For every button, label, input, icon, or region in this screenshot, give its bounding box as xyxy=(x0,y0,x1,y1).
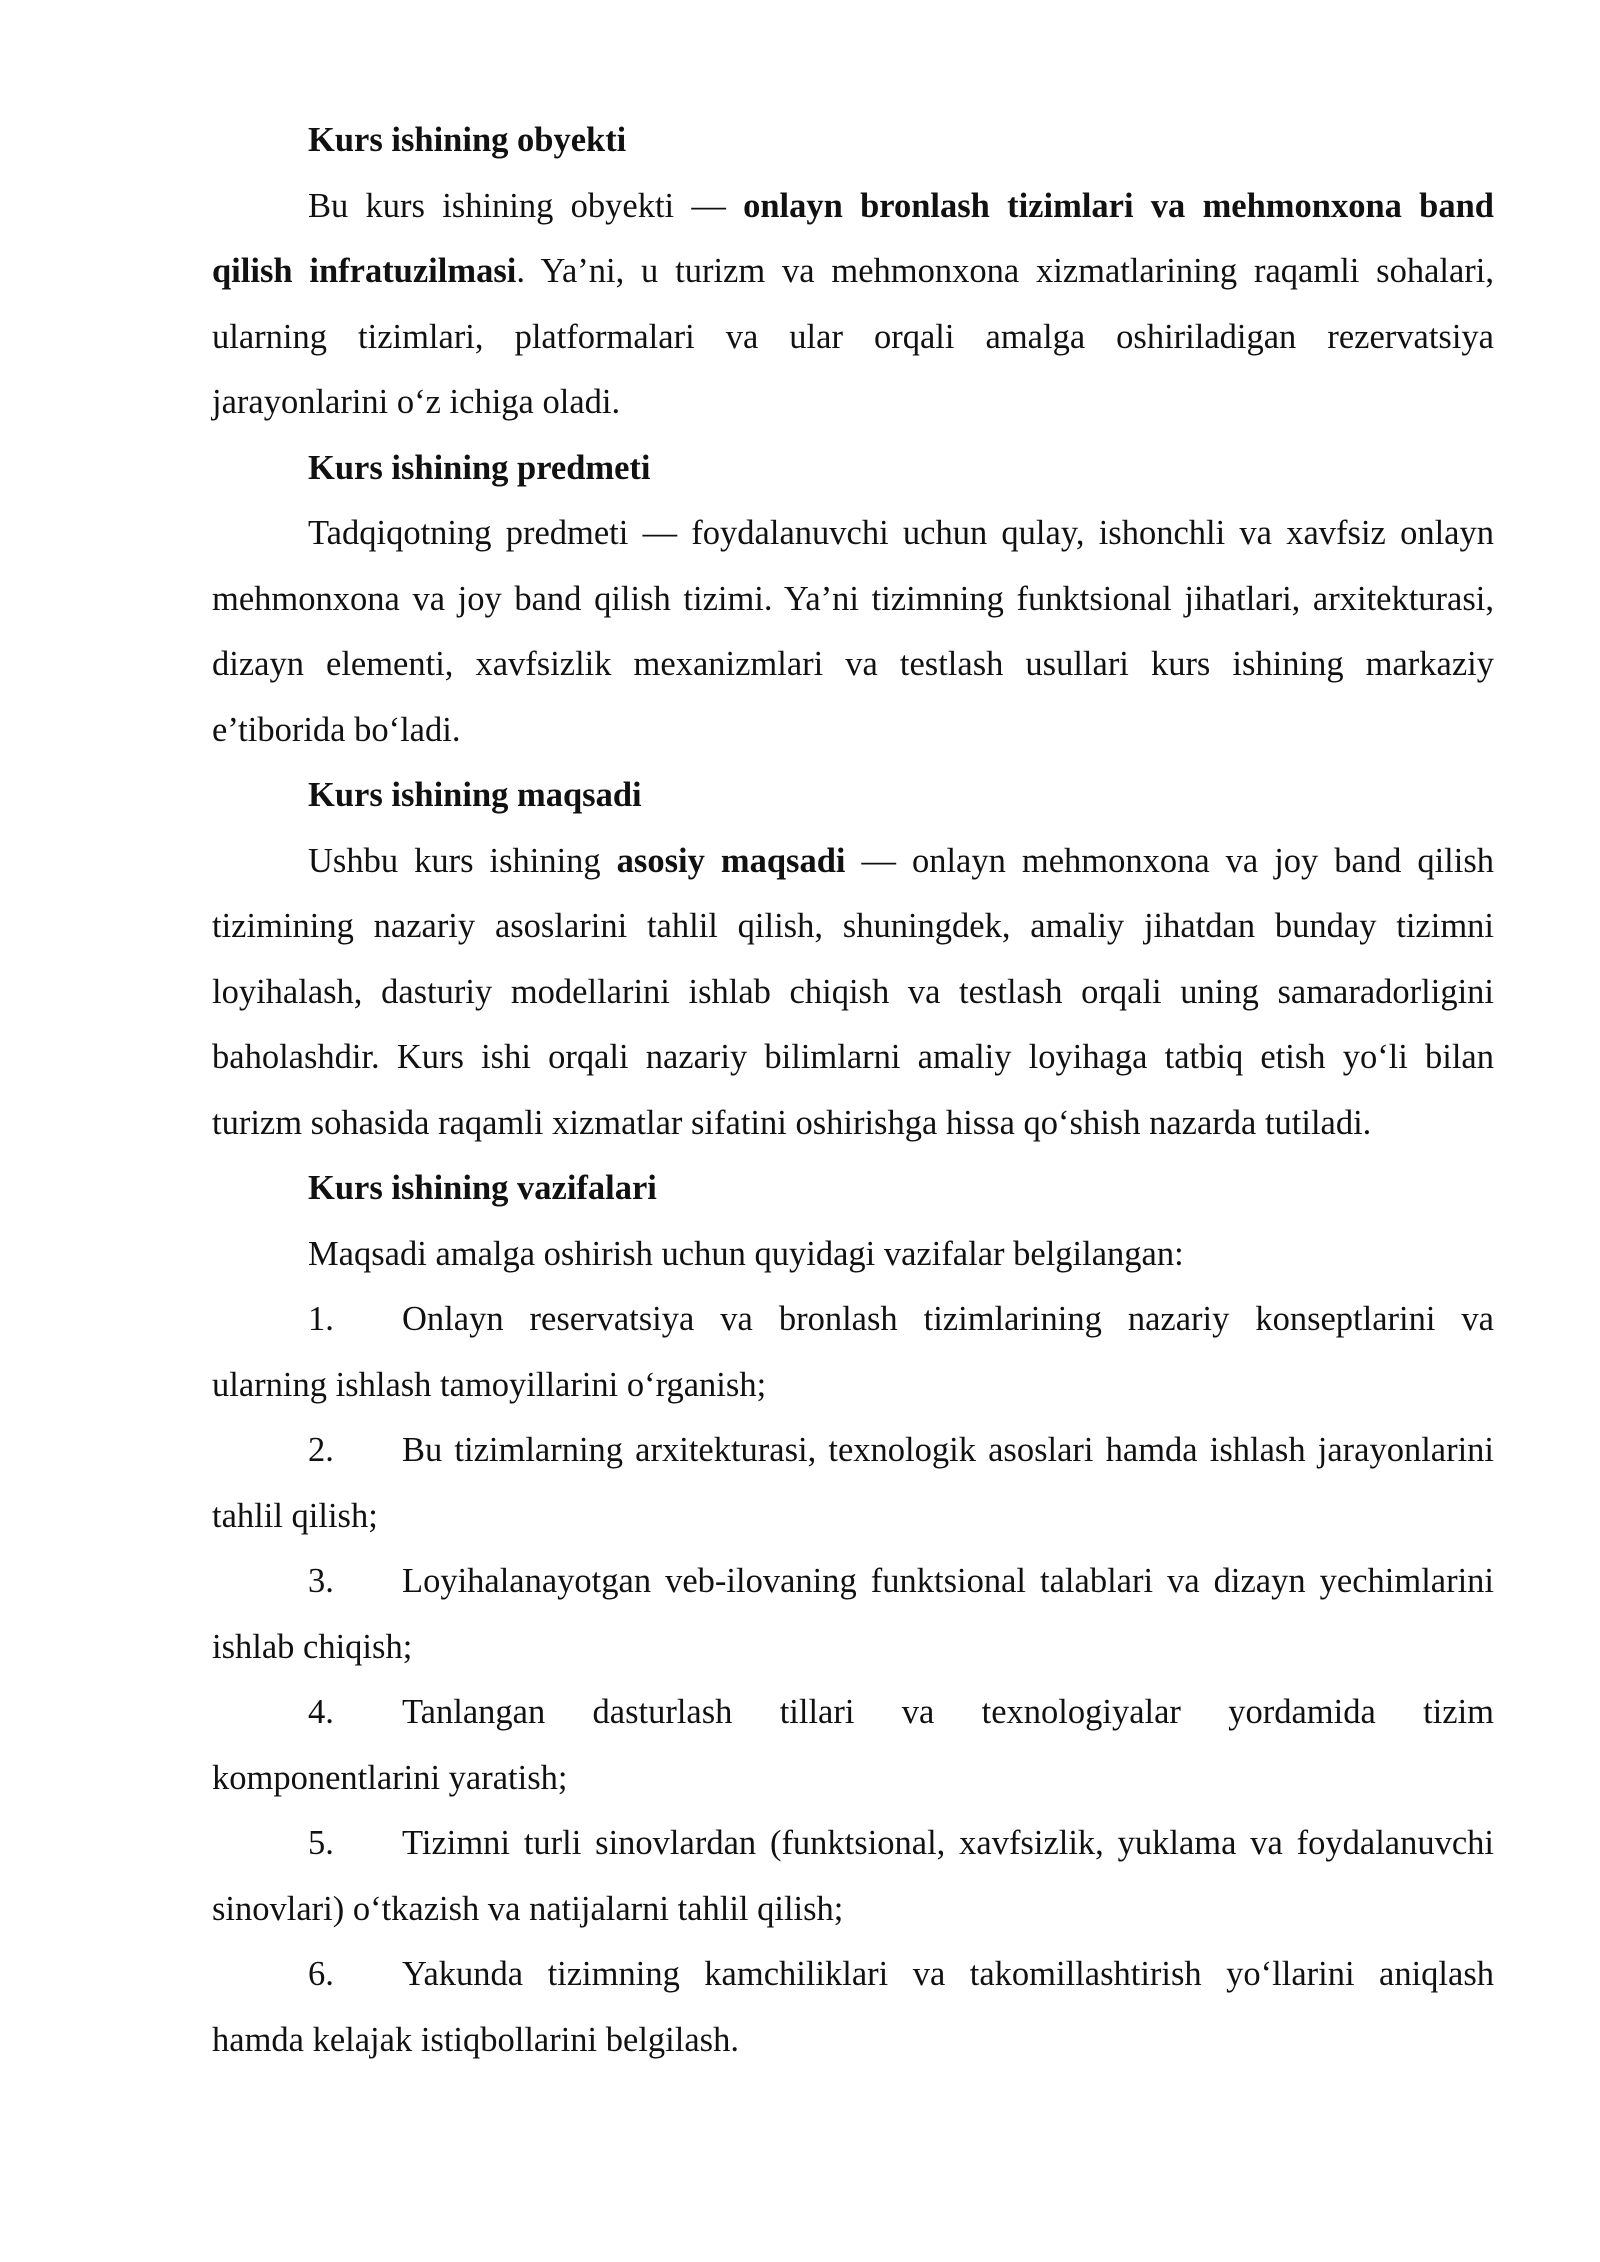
list-item xyxy=(212,1418,1494,1549)
paragraph-object-start: Bu kurs ishining obyekti — xyxy=(308,186,744,225)
heading-object: Kurs ishining obyekti xyxy=(308,121,627,159)
list-item-text: Yakunda tizimning kamchiliklari va takomillashtirish yo‘llarini aniqlash hamda kelajak istiqbollarini belgilash. xyxy=(212,1955,1494,2059)
list-item-number: 3. xyxy=(308,1562,334,1600)
list-item xyxy=(212,1942,1494,2073)
list-item xyxy=(212,1549,1494,1680)
paragraph-goal xyxy=(212,829,1494,1157)
list-item-number: 6. xyxy=(308,1955,334,1993)
paragraph-object-end: . Ya’ni, u turizm va mehmonxona xizmatlarining raqamli sohalari, ularning tizimlari, platformalari va ular orqali amalga oshiriladigan rezervatsiya jarayonlarini o‘z ichiga oladi. xyxy=(212,252,1494,421)
heading-subject: Kurs ishining predmeti xyxy=(308,448,651,487)
list-item-number: 2. xyxy=(308,1431,334,1469)
paragraph-goal-bold: asosiy maqsadi xyxy=(616,841,846,880)
list-item xyxy=(212,1811,1494,1942)
list-item-text: Tanlangan dasturlash tillari va texnologiyalar yordamida tizim komponentlarini yaratish; xyxy=(212,1693,1494,1797)
paragraph-object-bold: onlayn bronlash tizimlari va mehmonxona band qilish infratuzilmasi xyxy=(212,186,1494,290)
list-item-text: Onlayn reservatsiya va bronlash tizimlarining nazariy konseptlarini va ularning ishlash tamoyillarini o‘rganish; xyxy=(212,1300,1494,1404)
document-page xyxy=(212,108,1494,2073)
paragraph-object xyxy=(212,174,1494,436)
heading-tasks: Kurs ishining vazifalari xyxy=(308,1169,657,1207)
paragraph-tasks-intro: Maqsadi amalga oshirish uchun quyidagi vazifalar belgilangan: xyxy=(308,1234,1184,1273)
paragraph-goal-start: Ushbu kurs ishining xyxy=(308,841,617,880)
list-item-number: 4. xyxy=(308,1693,334,1731)
list-item-number: 1. xyxy=(308,1300,334,1338)
list-item-text: Tizimni turli sinovlardan (funktsional, xavfsizlik, yuklama va foydalanuvchi sinovlari) o‘tkazish va natijalarni tahlil qilish; xyxy=(212,1824,1494,1928)
paragraph-subject: Tadqiqotning predmeti — foydalanuvchi uchun qulay, ishonchli va xavfsiz onlayn mehmonxona va joy band qilish tizimi. Ya’ni tizimning funktsional jihatlari, arxitekturasi, dizayn elementi, xavfsizlik mexanizmlari va testlash usullari kurs ishining markaziy e’tiborida bo‘ladi. xyxy=(212,514,1494,749)
list-item-number: 5. xyxy=(308,1824,334,1862)
paragraph-goal-end: — onlayn mehmonxona va joy band qilish tizimining nazariy asoslarini tahlil qilish, shuningdek, amaliy jihatdan bunday tizimni loyihalash, dasturiy modellarini ishlab chiqish va testlash orqali uning samaradorligini baholashdir. Kurs ishi orqali nazariy bilimlarni amaliy loyihaga tatbiq etish yo‘li bilan turizm sohasida raqamli xizmatlar sifatini oshirishga hissa qo‘shish nazarda tutiladi. xyxy=(212,841,1495,1142)
list-item xyxy=(212,1680,1494,1811)
list-item-text: Bu tizimlarning arxitekturasi, texnologik asoslari hamda ishlash jarayonlarini tahlil qilish; xyxy=(212,1431,1494,1535)
heading-goal: Kurs ishining maqsadi xyxy=(308,776,642,814)
list-item-text: Loyihalanayotgan veb-ilovaning funktsional talablari va dizayn yechimlarini ishlab chiqish; xyxy=(212,1562,1494,1666)
list-item xyxy=(212,1287,1494,1418)
